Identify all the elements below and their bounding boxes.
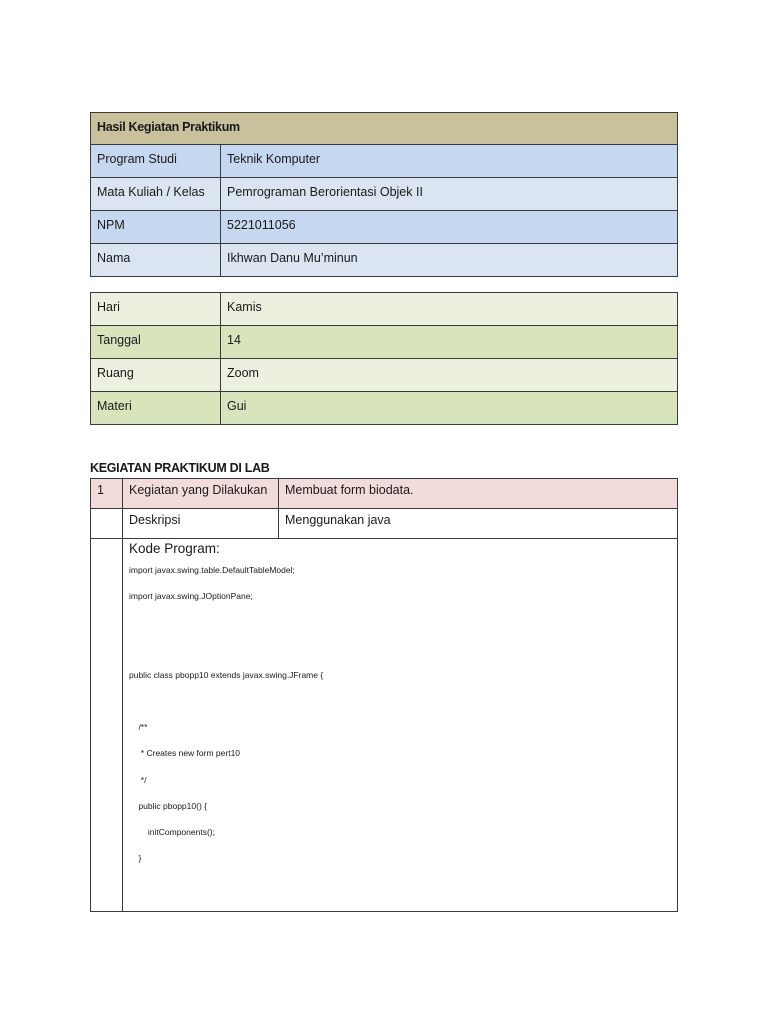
activity-number: 1: [91, 479, 123, 509]
code-line: import javax.swing.JOptionPane;: [129, 591, 253, 602]
code-line: initComponents();: [129, 826, 215, 837]
section-title: KEGIATAN PRAKTIKUM DI LAB: [90, 461, 270, 475]
code-line: [129, 644, 671, 670]
tanggal-value: 14: [221, 326, 678, 359]
code-line: [129, 696, 671, 722]
code-line: public class pbopp10 extends javax.swing.JFrame {: [129, 669, 324, 680]
materi-value: Gui: [221, 392, 678, 425]
description-value: Menggunakan java: [279, 509, 678, 539]
nama-value: Ikhwan Danu Mu’minun: [221, 244, 678, 277]
schedule-table: [90, 292, 678, 425]
description-label: Deskripsi: [123, 509, 279, 539]
empty-number-cell: [91, 539, 123, 912]
lab-table: [90, 478, 678, 912]
empty-number-cell: [91, 509, 123, 539]
code-cell: [123, 539, 678, 912]
code-line: public pbopp10() {: [129, 800, 207, 811]
materi-label: Materi: [91, 392, 221, 425]
code-line: /**: [129, 722, 148, 733]
hari-value: Kamis: [221, 293, 678, 326]
code-line: [129, 617, 671, 643]
info-header: Hasil Kegiatan Praktikum: [91, 113, 678, 145]
code-title: Kode Program:: [129, 541, 220, 556]
hari-label: Hari: [91, 293, 221, 326]
code-line: }: [129, 853, 142, 864]
code-block: [129, 565, 671, 879]
nama-label: Nama: [91, 244, 221, 277]
activity-label: Kegiatan yang Dilakukan: [123, 479, 279, 509]
mata-kuliah-value: Pemrograman Berorientasi Objek II: [221, 178, 678, 211]
npm-label: NPM: [91, 211, 221, 244]
mata-kuliah-label: Mata Kuliah / Kelas: [91, 178, 221, 211]
ruang-label: Ruang: [91, 359, 221, 392]
program-studi-label: Program Studi: [91, 145, 221, 178]
info-table: [90, 112, 678, 277]
code-line: import javax.swing.table.DefaultTableModel;: [129, 565, 295, 575]
code-line: */: [129, 774, 147, 785]
ruang-value: Zoom: [221, 359, 678, 392]
tanggal-label: Tanggal: [91, 326, 221, 359]
npm-value: 5221011056: [221, 211, 678, 244]
program-studi-value: Teknik Komputer: [221, 145, 678, 178]
activity-value: Membuat form biodata.: [279, 479, 678, 509]
code-line: * Creates new form pert10: [129, 748, 241, 759]
